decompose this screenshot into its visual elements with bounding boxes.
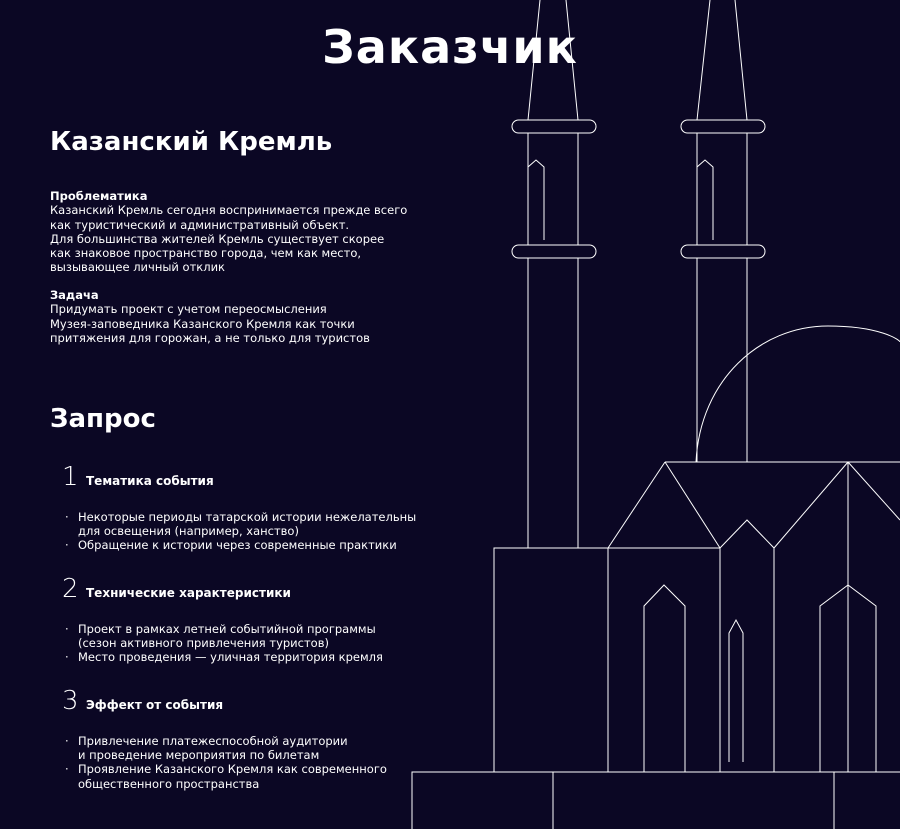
request-item-number: 1 xyxy=(62,462,79,492)
left-minaret xyxy=(512,0,596,548)
bullet-dot: · xyxy=(65,538,69,553)
request-item xyxy=(62,686,422,791)
bullet-line: Некоторые периоды татарской истории нежелательны xyxy=(78,510,417,524)
bullet-dot: · xyxy=(65,622,69,636)
bullet-dot: · xyxy=(65,762,69,777)
bullet-item xyxy=(62,622,422,650)
bullet-line: Обращение к истории через современные практики xyxy=(78,538,397,553)
bullet-item xyxy=(62,650,422,664)
task-block xyxy=(50,288,370,345)
bullet-item xyxy=(62,734,422,762)
request-item xyxy=(62,574,422,665)
bullet-dot: · xyxy=(65,734,69,748)
task-label: Задача xyxy=(50,288,99,302)
bullet-item xyxy=(62,538,422,552)
task-line: Музея-заповедника Казанского Кремля как точки xyxy=(50,316,355,331)
bullet-line: Место проведения — уличная территория кремля xyxy=(78,650,383,665)
bullet-line: Проект в рамках летней событийной программы xyxy=(78,622,376,636)
problem-block xyxy=(50,189,407,275)
dome xyxy=(696,326,900,462)
bullet-item xyxy=(62,762,422,790)
problem-line: как знаковое пространство города, чем как место, xyxy=(50,246,362,261)
request-item-title: Технические характеристики xyxy=(86,586,291,600)
problem-line: Казанский Кремль сегодня воспринимается прежде всего xyxy=(50,203,408,218)
main-building xyxy=(494,462,900,772)
problem-line: Для большинства жителей Кремль существует скорее xyxy=(50,231,385,246)
bullet-dot: · xyxy=(65,510,69,524)
bullet-line: общественного пространства xyxy=(78,776,260,791)
problem-label: Проблематика xyxy=(50,189,148,203)
request-item-number: 3 xyxy=(62,686,79,716)
bullet-item xyxy=(62,510,422,538)
request-item-title: Тематика события xyxy=(86,474,214,488)
request-item-number: 2 xyxy=(62,574,79,604)
bullet-line: и проведение мероприятия по билетам xyxy=(78,748,320,763)
bullet-line: (сезон активного привлечения туристов) xyxy=(78,636,329,651)
task-line: притяжения для горожан, а не только для туристов xyxy=(50,330,370,345)
bullet-dot: · xyxy=(65,650,69,665)
request-item-title: Эффект от события xyxy=(86,698,224,712)
bullet-line: Проявление Казанского Кремля как современного xyxy=(78,762,387,777)
bullet-line: Привлечение платежеспособной аудитории xyxy=(78,734,348,748)
request-heading: Запрос xyxy=(50,404,156,434)
task-line: Придумать проект с учетом переосмысления xyxy=(50,302,327,317)
base xyxy=(412,772,900,829)
page-title: Заказчик xyxy=(322,20,578,74)
request-item xyxy=(62,462,422,553)
problem-line: вызывающее личный отклик xyxy=(50,260,225,275)
bullet-line: для освещения (например, ханство) xyxy=(78,524,299,539)
problem-line: как туристический и административный объект. xyxy=(50,217,350,232)
client-heading: Казанский Кремль xyxy=(50,127,333,157)
